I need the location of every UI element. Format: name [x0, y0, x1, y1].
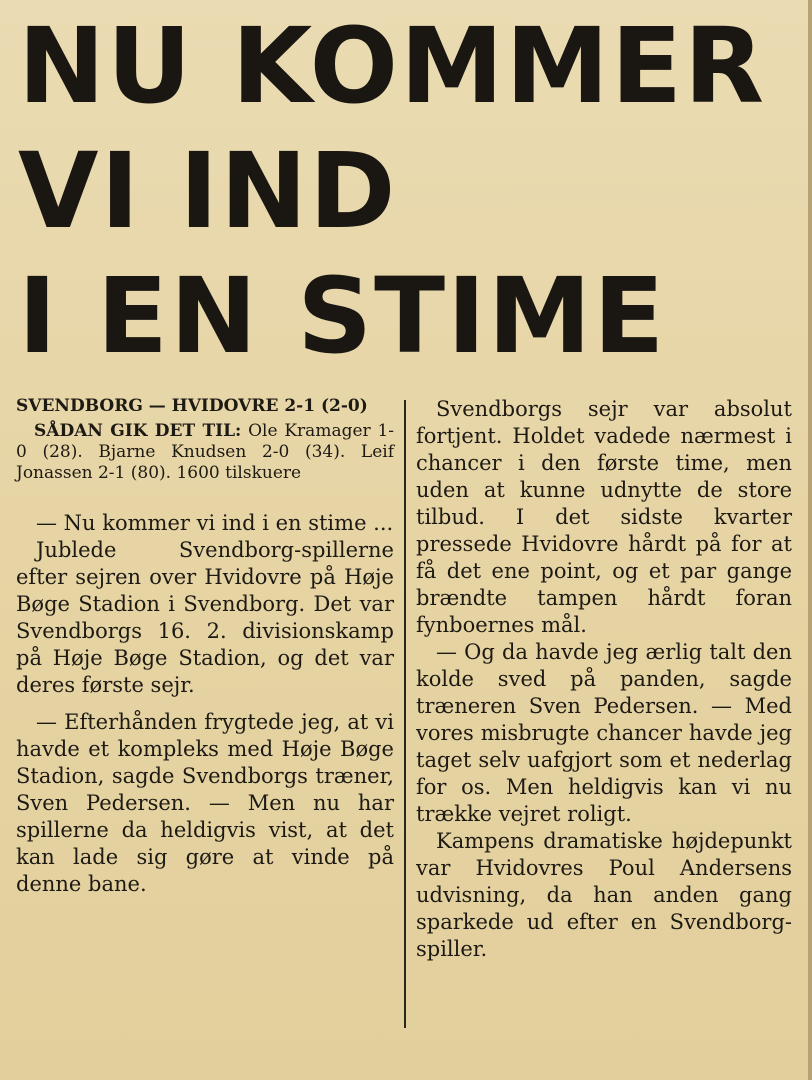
scorers-summary — [16, 421, 394, 484]
spacer — [16, 699, 394, 709]
clipping-edge — [808, 0, 812, 1080]
article-column-right — [416, 396, 792, 963]
article-paragraph: Kampens dramatiske højdepunkt var Hvidovres Poul Andersens udvisning, da han anden gang sparkede ud efter en Svendborg-spiller. — [416, 829, 792, 961]
headline-line-1: NU KOMMER — [18, 5, 767, 127]
scorers-intro: SÅDAN GIK DET TIL: — [34, 421, 242, 441]
article-column-left — [16, 396, 394, 898]
match-result: SVENDBORG — HVIDOVRE 2-1 (2-0) — [16, 396, 368, 416]
scorers-text: Ole Kramager 1-0 (28). Bjarne Knudsen 2-0 (34). Leif Jonassen 2-1 (80). 1600 tilskuere — [16, 421, 395, 483]
article-paragraph: — Nu kommer vi ind i en stime ... — [36, 511, 394, 535]
article-paragraph: — Efterhånden frygtede jeg, at vi havde et kompleks med Høje Bøge Stadion, sagde Svendborgs træner, Sven Pedersen. — Men nu har spillerne da heldigvis vist, at det kan lade sig gøre at vinde på denne bane. — [16, 710, 394, 896]
headline-line-2: VI IND — [18, 130, 398, 252]
article-paragraph: — Og da havde jeg ærlig talt den kolde sved på panden, sagde træneren Sven Pedersen. — Med vores misbrugte chancer havde jeg taget selv uafgjort som et nederlag for os. Men heldigvis kan vi nu trække vejret roligt. — [416, 640, 792, 826]
headline-line-3: I EN STIME — [18, 255, 667, 377]
article-paragraph: Svendborgs sejr var absolut fortjent. Holdet vadede nærmest i chancer i den første time, men uden at kunne udnytte de store tilbud. I det sidste kvarter pressede Hvidovre hårdt på for at få det ene point, og et par gange brændte tampen hårdt foran fynboernes mål. — [416, 397, 792, 637]
article-paragraph: Jublede Svendborg-spillerne efter sejren over Hvidovre på Høje Bøge Stadion i Svendborg. Det var Svendborgs 16. 2. divisionskamp på Høje Bøge Stadion, og det var deres første sejr. — [16, 538, 394, 697]
headline — [18, 4, 808, 379]
column-divider — [404, 400, 406, 1028]
spacer — [16, 484, 394, 510]
